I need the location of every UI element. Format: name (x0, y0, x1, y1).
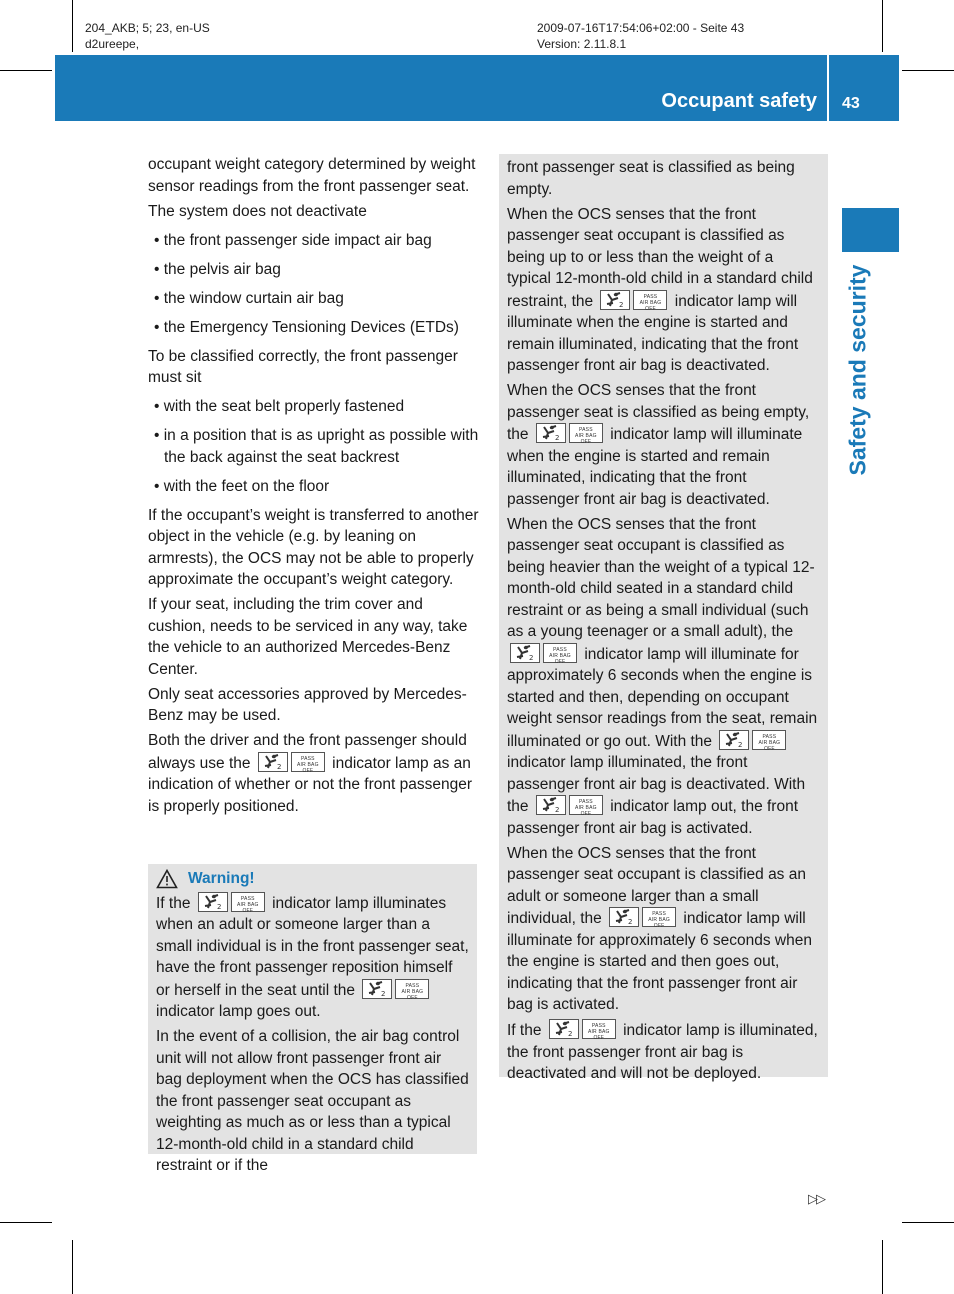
warning-box (148, 864, 477, 1174)
crop-mark (0, 1222, 52, 1223)
list-item: • the pelvis air bag (154, 260, 281, 278)
text-run: indicator lamp as an indication of whether or not the front passenger is properly positioned. (148, 754, 472, 815)
text-run: If the (507, 1022, 542, 1039)
passenger-airbag-off-indicator (258, 752, 325, 772)
text-run: indicator lamp out, the front passenger front air bag is activated. (507, 798, 799, 837)
pass-airbag-off-icon (543, 643, 577, 663)
paragraph (148, 730, 480, 817)
paragraph: In the event of a collision, the air bag control unit will not allow front passenger front air bag deployment when the OCS has classified the front passenger seat occupant as weighting as much as or less than a typical 12-month-old child in a standard child restraint or if the (156, 1028, 469, 1174)
section-title: Occupant safety (661, 90, 817, 112)
pass-airbag-off-icon (642, 907, 676, 927)
svg-text:2: 2 (276, 762, 282, 771)
meta-line: 204_AKB; 5; 23, en-US (85, 21, 210, 35)
svg-text:2: 2 (619, 300, 624, 309)
seat-occupant-icon (510, 643, 540, 663)
print-meta-right (537, 20, 744, 52)
warning-heading (156, 868, 469, 890)
passenger-airbag-off-indicator (600, 290, 667, 310)
airbag-off-label: AIR BAG OFF (587, 1029, 610, 1041)
seat-occupant-icon (609, 907, 639, 927)
pass-airbag-off-icon (569, 423, 603, 443)
page-header-bar (55, 55, 899, 121)
text-run: When the OCS senses that the front passenger seat is classified as being empty, the (507, 382, 810, 443)
pass-label: PASS (300, 755, 315, 762)
airbag-off-label: AIR BAG OFF (297, 761, 319, 774)
airbag-off-label: AIR BAG OFF (758, 739, 781, 752)
svg-text:2: 2 (554, 434, 560, 442)
passenger-airbag-off-indicator (198, 892, 265, 912)
list-item-text: the pelvis air bag (163, 260, 281, 278)
text-run: indicator lamp will illuminate when the engine is started and remain illuminated, indicating that the front passenger front air bag is deactivated. (507, 292, 799, 374)
pass-label: PASS (240, 895, 255, 902)
crop-mark (72, 0, 73, 52)
airbag-off-label: AIR BAG OFF (648, 917, 670, 929)
pass-airbag-off-icon (291, 752, 325, 772)
paragraph: The system does not deactivate (148, 202, 367, 220)
print-meta-left (85, 20, 210, 52)
seat-occupant-icon (536, 423, 566, 443)
crop-mark (882, 1240, 883, 1294)
airbag-off-label: AIR BAG OFF (549, 652, 571, 665)
header-divider (827, 55, 829, 121)
airbag-off-label: AIR BAG OFF (401, 988, 424, 1001)
seat-occupant-icon (549, 1019, 579, 1039)
paragraph (507, 380, 820, 510)
seat-occupant-icon (362, 979, 392, 999)
pass-label: PASS (553, 646, 567, 653)
passenger-airbag-off-indicator (719, 730, 786, 750)
paragraph: If the occupant’s weight is transferred to another object in the vehicle (e.g. by leaning on armrests), the OCS may not be able to properly approximate the occupant’s weight category. (148, 506, 479, 588)
svg-text:2: 2 (529, 653, 534, 662)
crop-mark (882, 0, 883, 52)
pass-airbag-off-icon (633, 290, 667, 310)
chapter-tab (842, 208, 899, 252)
text-run: indicator lamp goes out. (156, 1003, 321, 1020)
meta-line: Version: 2.11.8.1 (537, 37, 627, 51)
text-run: When the OCS senses that the front passenger seat occupant is classified as an adult or someone larger than a small individual, the (507, 844, 806, 927)
list-item: • the window curtain air bag (154, 289, 344, 307)
passenger-airbag-off-indicator (549, 1019, 616, 1039)
airbag-off-label: AIR BAG OFF (639, 299, 662, 312)
seat-occupant-icon (719, 730, 749, 750)
text-run: indicator lamp will illuminate for approximately 6 seconds when the engine is started and then, depending on occupant weight sensor readings from the seat, remain illuminated or go out. With the (507, 645, 818, 750)
pass-label: PASS (652, 911, 666, 917)
text-run: indicator lamp illuminated, the front passenger front air bag is deactivated. With the (507, 754, 806, 815)
pass-label: PASS (578, 427, 593, 433)
paragraph (156, 892, 469, 1023)
passenger-airbag-off-indicator (362, 979, 429, 999)
pass-airbag-off-icon (231, 892, 265, 912)
svg-text:2: 2 (738, 740, 743, 749)
pass-airbag-off-icon (582, 1019, 616, 1039)
passenger-airbag-off-indicator (536, 795, 603, 815)
text-run: indicator lamp will illuminate for approximately 6 seconds when the engine is started and then goes out, indicating that the front passenger front air bag is activated. (507, 910, 812, 1013)
passenger-airbag-off-indicator (536, 423, 603, 443)
text-run: Both the driver and the front passenger should always use the (148, 732, 467, 772)
svg-text:2: 2 (554, 806, 560, 814)
paragraph: Only seat accessories approved by Mercedes-Benz may be used. (148, 685, 467, 724)
list-item-text: with the seat belt properly fastened (163, 398, 405, 415)
seat-occupant-icon (600, 290, 630, 310)
list-item-text: the window curtain air bag (163, 289, 344, 307)
text-run: indicator lamp will illuminate when the engine is started and remain illuminated, indicating that the front passenger front air bag is deactivated. (507, 426, 803, 508)
text-run: When the OCS senses that the front passenger seat occupant is classified as being up to or less than the weight of a typical 12-month-old child in a standard child restraint, the (507, 205, 813, 310)
list-item-text: the front passenger side impact air bag (163, 231, 432, 249)
left-column (148, 154, 480, 821)
crop-mark (902, 1222, 954, 1223)
paragraph (507, 1019, 820, 1085)
text-run: indicator lamp is illuminated, the front passenger front air bag is deactivated and will not be deployed. (507, 1022, 818, 1082)
chapter-title-text: Safety and security (844, 264, 871, 476)
seat-occupant-icon (198, 892, 228, 912)
seat-occupant-icon (258, 752, 288, 772)
page-number: 43 (842, 95, 860, 112)
list-item-text: the Emergency Tensioning Devices (ETDs) (163, 318, 459, 336)
warning-title: Warning! (188, 870, 255, 887)
passenger-airbag-off-indicator (609, 907, 676, 927)
pass-label: PASS (643, 293, 658, 300)
chapter-title (836, 250, 880, 490)
airbag-off-label: AIR BAG OFF (236, 901, 259, 914)
meta-line: d2ureepe, (85, 37, 140, 51)
text-run: indicator lamp illuminates when an adult or someone larger than a small individual is in the front passenger seat, have the front passenger reposition himself or herself in the seat until the (156, 894, 469, 999)
paragraph: front passenger seat is classified as being empty. (507, 159, 795, 198)
crop-mark (902, 70, 954, 71)
right-column-box (499, 154, 828, 1082)
list-item-text: in a position that is as upright as possible with the back against the seat backrest (163, 427, 479, 466)
pass-label: PASS (405, 982, 420, 989)
text-run: If the (156, 894, 191, 912)
seat-occupant-icon (536, 795, 566, 815)
airbag-off-label: AIR BAG OFF (575, 805, 597, 817)
pass-label: PASS (591, 1023, 606, 1029)
list-item: • with the feet on the floor (154, 477, 330, 495)
svg-text:2: 2 (216, 902, 222, 911)
passenger-airbag-off-indicator (510, 643, 577, 663)
list-item: • with the seat belt properly fastened (154, 398, 405, 415)
crop-mark (0, 70, 52, 71)
paragraph: occupant weight category determined by weight sensor readings from the front passenger seat. (148, 156, 476, 195)
airbag-off-label: AIR BAG OFF (575, 433, 597, 445)
paragraph: If your seat, including the trim cover and cushion, needs to be serviced in any way, take the vehicle to an authorized Mercedes-Benz Center. (148, 596, 468, 678)
paragraph (507, 843, 820, 1016)
continue-marker: ▷▷ (808, 1191, 824, 1206)
svg-text:2: 2 (381, 989, 386, 998)
crop-mark (72, 1240, 73, 1294)
paragraph (507, 514, 820, 840)
paragraph: To be classified correctly, the front passenger must sit (148, 347, 458, 386)
text-run: When the OCS senses that the front passenger seat occupant is classified as being heavier than the weight of a typical 12-month-old child seated in a standard child restraint or as being a small individual (such as a young teenager or a small adult), the (507, 515, 815, 640)
pass-airbag-off-icon (752, 730, 786, 750)
svg-text:2: 2 (628, 918, 633, 926)
meta-line: 2009-07-16T17:54:06+02:00 - Seite 43 (537, 21, 745, 35)
pass-label: PASS (762, 733, 777, 740)
list-item: • the Emergency Tensioning Devices (ETDs) (154, 318, 459, 336)
paragraph (507, 204, 820, 377)
svg-text:2: 2 (567, 1030, 573, 1038)
pass-label: PASS (578, 799, 593, 805)
pass-airbag-off-icon (569, 795, 603, 815)
list-item: • in a position that is as upright as possible with the back against the seat backrest (154, 427, 479, 466)
warning-triangle-icon (156, 869, 178, 889)
pass-airbag-off-icon (395, 979, 429, 999)
list-item-text: with the feet on the floor (163, 477, 330, 495)
list-item: • the front passenger side impact air bag (154, 231, 432, 249)
